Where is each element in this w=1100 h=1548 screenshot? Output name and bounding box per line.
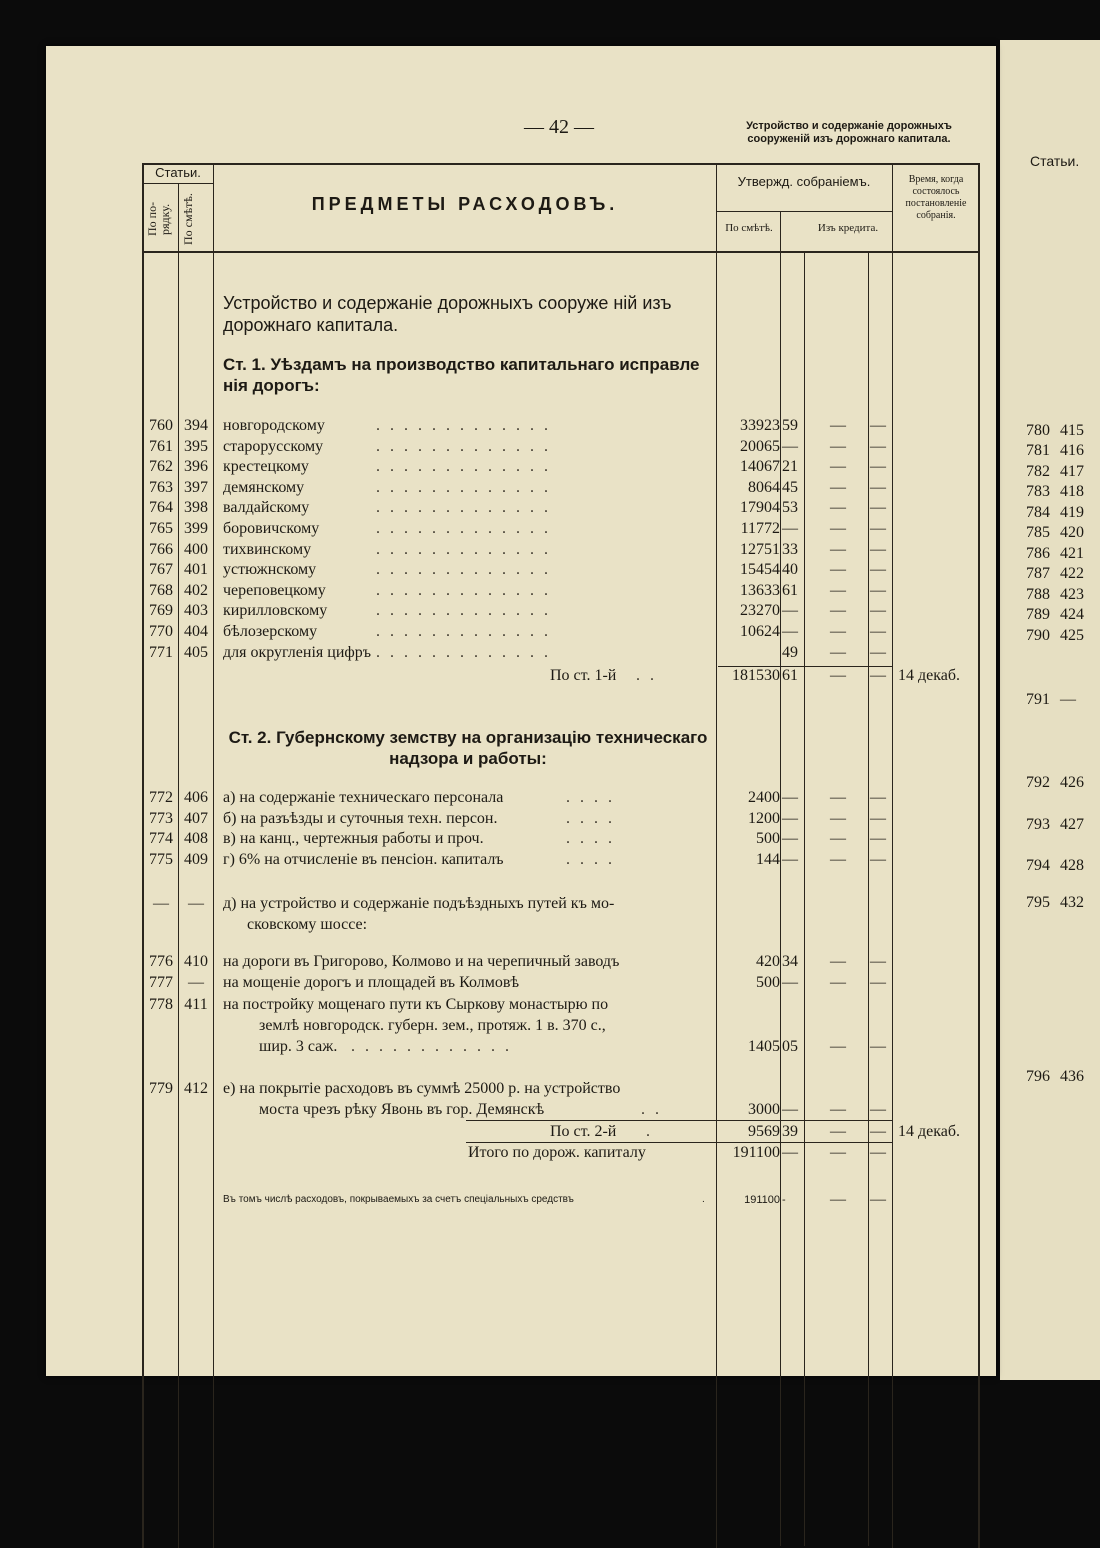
row-number: 765 xyxy=(149,520,173,537)
row-credit: — xyxy=(830,520,846,537)
table-row xyxy=(46,457,996,478)
row-credit-kop: — xyxy=(870,458,886,476)
row-credit-kop: — xyxy=(870,602,886,620)
next-page-row-estimate: 415 xyxy=(1060,422,1084,439)
next-page-row-estimate: 417 xyxy=(1060,463,1084,480)
row-credit-kop: — xyxy=(870,1038,886,1055)
approved-rule xyxy=(716,211,892,212)
header-bottom-rule xyxy=(142,251,980,253)
page-number: — 42 — xyxy=(524,116,594,138)
row-credit: — xyxy=(830,830,846,848)
row-number: 779 xyxy=(149,1080,173,1097)
dot-leader: . xyxy=(646,1123,653,1140)
row-estimate-number: 406 xyxy=(184,789,208,806)
next-page-row-number: 782 xyxy=(1026,463,1050,480)
row-kop: — xyxy=(782,973,798,991)
next-page-row-number: 781 xyxy=(1026,442,1050,459)
article-1-total-label: По ст. 1-й xyxy=(550,667,617,684)
row-number: 774 xyxy=(149,830,173,848)
approved-header: Утвержд. собраніемъ. xyxy=(737,174,871,189)
row-estimate-number: 405 xyxy=(184,643,208,661)
next-page-row-estimate: 432 xyxy=(1060,894,1084,911)
row-rub: 1200 xyxy=(748,809,780,827)
next-page-row-estimate: 422 xyxy=(1060,565,1084,582)
row-text: новгородскому xyxy=(223,417,325,434)
row-estimate-number: 408 xyxy=(184,830,208,848)
article-2-title: Ст. 2. Губернскому земству на организацію техническаго надзора и работы: xyxy=(228,728,708,768)
row-estimate-number: 401 xyxy=(184,561,208,579)
row-number: 760 xyxy=(149,417,173,434)
row-text: на дороги въ Григорово, Колмово и на черепичный заводъ xyxy=(223,953,620,970)
grand-total-row xyxy=(46,1143,996,1164)
row-credit-kop: — xyxy=(870,478,886,496)
row-number: 778 xyxy=(149,996,173,1013)
row-estimate-number: 399 xyxy=(184,520,208,537)
section-title: Устройство и содержаніе дорожныхъ сооруже ній изъ дорожнаго капитала. xyxy=(223,293,672,335)
next-page-row-number: 792 xyxy=(1026,774,1050,791)
next-page-row-number: 793 xyxy=(1026,816,1050,833)
row-number: 761 xyxy=(149,437,173,455)
row-rub: 23270 xyxy=(740,602,780,620)
dot-leader: . . . . . . . . . . . . . xyxy=(376,602,551,620)
next-page-row-number: 791 xyxy=(1026,691,1050,708)
dot-leader: . . . . xyxy=(566,850,615,868)
dot-leader: . . . . xyxy=(566,830,615,848)
row-number: 777 xyxy=(149,973,173,991)
next-page-row-estimate: 428 xyxy=(1060,857,1084,874)
next-page-row-estimate: 419 xyxy=(1060,504,1084,521)
next-page-row-number: 783 xyxy=(1026,483,1050,500)
dot-leader: . . . . xyxy=(566,789,615,806)
row-number: 772 xyxy=(149,789,173,806)
next-page-row-number: 786 xyxy=(1026,545,1050,562)
row-kop: 53 xyxy=(782,499,798,517)
iz-kredita-header: Изъ кредита. xyxy=(817,222,879,234)
row-text: г) 6% на отчисленіе въ пенсіон. капиталъ xyxy=(223,850,504,868)
po-smete-header: По смѣтѣ. xyxy=(181,193,195,245)
dot-leader: . . xyxy=(641,1101,662,1118)
next-page-row-estimate: 420 xyxy=(1060,524,1084,541)
next-page-row-estimate: 418 xyxy=(1060,483,1084,500)
row-credit-kop: — xyxy=(870,499,886,517)
stati-header: Статьи. xyxy=(155,165,201,180)
row-number: 773 xyxy=(149,809,173,827)
dot-leader: . . . . . . . . . . . . . xyxy=(376,478,551,496)
row-text: крестецкому xyxy=(223,458,309,476)
row-text: тихвинскому xyxy=(223,540,312,558)
article-1-total-row xyxy=(46,666,996,687)
row-number: 770 xyxy=(149,623,173,640)
row-credit: — xyxy=(830,561,846,579)
col-rule-4 xyxy=(780,211,781,1546)
dot-leader: . . . . xyxy=(566,809,615,827)
row-778-cont xyxy=(46,1016,996,1037)
row-rub: 33923 xyxy=(740,417,780,434)
row-credit-kop: — xyxy=(870,437,886,455)
next-page-row-number: 785 xyxy=(1026,524,1050,541)
article-1-title: Ст. 1. Уѣздамъ на производство капитальнаго исправле нія дорогъ: xyxy=(223,355,700,395)
dot-leader: . . xyxy=(636,667,657,684)
row-text: б) на разъѣзды и суточныя техн. персон. xyxy=(223,809,498,827)
grand-total-credit: — xyxy=(830,1144,846,1161)
next-page-row-estimate: 436 xyxy=(1060,1068,1084,1085)
row-credit: — xyxy=(830,973,846,991)
row-text: валдайскому xyxy=(223,499,310,517)
article-1-total-credit: — xyxy=(830,667,846,684)
row-number: 776 xyxy=(149,953,173,970)
row-779-cont xyxy=(46,1100,996,1121)
row-rub: 500 xyxy=(756,830,780,848)
article-2-total-label: По ст. 2-й xyxy=(550,1123,617,1140)
row-rub: 14067 xyxy=(740,458,780,476)
dot-leader: . . . . . . . . . . . . . xyxy=(376,437,551,455)
grand-total-credit-kop: — xyxy=(870,1144,886,1161)
dot-leader: . . . . . . . . . . . . . xyxy=(376,540,551,558)
row-credit: — xyxy=(830,850,846,868)
article-1-total-date: 14 декаб. xyxy=(898,667,961,684)
next-page-row-number: 795 xyxy=(1026,894,1050,911)
row-text: кирилловскому xyxy=(223,602,328,620)
row-credit-kop: — xyxy=(870,561,886,579)
next-page-row-estimate: 421 xyxy=(1060,545,1084,562)
article-2-total-date: 14 декаб. xyxy=(898,1123,961,1140)
table-row xyxy=(46,809,996,830)
row-kop: 05 xyxy=(782,1038,798,1055)
dot-leader: . . . . . . . . . . . . . xyxy=(376,417,551,434)
row-credit: — xyxy=(830,437,846,455)
row-rub: 15454 xyxy=(740,561,780,579)
row-kop: — xyxy=(782,1101,798,1118)
article-1-total-credit-kop: — xyxy=(870,667,886,684)
table-row xyxy=(46,622,996,643)
row-credit: — xyxy=(830,417,846,434)
article-1-total-kop: 61 xyxy=(782,667,798,684)
next-page-row-estimate: 424 xyxy=(1060,606,1084,623)
next-page-row-number: 788 xyxy=(1026,586,1050,603)
grand-total-kop: — xyxy=(782,1144,798,1161)
special-funds-label: Въ томъ числѣ расходовъ, покрываемыхъ за счетъ спеціальныхъ средствъ xyxy=(223,1194,574,1205)
row-credit-kop: — xyxy=(870,809,886,827)
row-text: а) на содержаніе техническаго персонала xyxy=(223,789,504,806)
row-kop: 59 xyxy=(782,417,798,434)
special-funds-credit: — xyxy=(830,1191,846,1208)
special-funds-kop: - xyxy=(782,1194,786,1206)
table-row xyxy=(46,519,996,540)
row-estimate-number: — xyxy=(188,973,204,991)
table-top-rule xyxy=(142,163,980,165)
row-number: 775 xyxy=(149,850,173,868)
row-credit: — xyxy=(830,540,846,558)
next-page-row-number: 780 xyxy=(1026,422,1050,439)
dot-leader: . . . . . . . . . . . . . xyxy=(376,623,551,640)
table-row xyxy=(46,498,996,519)
grand-total-rub: 191100 xyxy=(732,1144,780,1161)
row-text: устюжнскому xyxy=(223,561,317,579)
article-2-total-kop: 39 xyxy=(782,1123,798,1140)
row-rub: 12751 xyxy=(740,540,780,558)
dot-leader: . . . . . . . . . . . . . xyxy=(376,561,551,579)
table-row xyxy=(46,829,996,850)
table-row xyxy=(46,581,996,602)
article-2-d-row-cont xyxy=(46,915,996,936)
row-credit: — xyxy=(830,789,846,806)
next-page-row-number: 794 xyxy=(1026,857,1050,874)
running-head: Устройство и содержаніе дорожныхъ сооруженій изъ дорожнаго капитала. xyxy=(746,120,952,145)
row-rub: 17904 xyxy=(740,499,780,517)
next-page-row-number: 796 xyxy=(1026,1068,1050,1085)
row-estimate-number: 409 xyxy=(184,850,208,868)
po-poryadku-header: По по-рядку. xyxy=(145,201,172,237)
special-funds-rub: 191100 xyxy=(744,1194,780,1206)
po-smete-col-header: По смѣтѣ. xyxy=(725,222,773,234)
row-estimate-number: 394 xyxy=(184,417,208,434)
next-page-row-estimate: 423 xyxy=(1060,586,1084,603)
row-estimate-number: 398 xyxy=(184,499,208,517)
row-estimate-number: 404 xyxy=(184,623,208,640)
table-row xyxy=(46,437,996,458)
row-credit: — xyxy=(830,953,846,970)
stati-rule xyxy=(142,183,214,184)
row-rub: 13633 xyxy=(740,581,780,599)
dot-leader: . . . . . . . . . . . . . xyxy=(376,458,551,476)
row-rub: 11772 xyxy=(740,520,780,537)
row-text: старорусскому xyxy=(223,437,324,455)
row-kop: — xyxy=(782,623,798,640)
row-estimate-number: 402 xyxy=(184,581,208,599)
row-text: моста чрезъ рѣку Явонь въ гор. Демянскѣ xyxy=(259,1101,545,1118)
next-page-row-number: 789 xyxy=(1026,606,1050,623)
row-credit-kop: — xyxy=(870,830,886,848)
row-estimate-number: 407 xyxy=(184,809,208,827)
row-rub: 420 xyxy=(756,953,780,970)
table-row xyxy=(46,952,996,973)
row-credit: — xyxy=(830,602,846,620)
row-estimate-number: 411 xyxy=(184,996,208,1013)
dot-leader: . . . . . . . . . . . . . xyxy=(376,499,551,517)
table-row xyxy=(46,560,996,581)
row-rub: 1405 xyxy=(748,1038,780,1055)
row-number: 771 xyxy=(149,643,173,661)
row-text: на постройку мощенаго пути къ Сыркову монастырю по xyxy=(223,996,609,1013)
row-credit-kop: — xyxy=(870,581,886,599)
special-funds-credit-kop: — xyxy=(870,1191,886,1208)
row-text: череповецкому xyxy=(223,581,326,599)
row-text: е) на покрытіе расходовъ въ суммѣ 25000 р. на устройство xyxy=(223,1080,621,1097)
row-kop: — xyxy=(782,602,798,620)
next-page-row-estimate: — xyxy=(1060,691,1076,708)
row-credit: — xyxy=(830,581,846,599)
row-kop: — xyxy=(782,830,798,848)
document-page xyxy=(46,46,996,1376)
row-kop: 34 xyxy=(782,953,798,970)
row-credit-kop: — xyxy=(870,789,886,806)
row-credit: — xyxy=(830,1038,846,1055)
article-1-total-rub: 181530 xyxy=(732,667,780,684)
row-kop: — xyxy=(782,850,798,868)
row-credit: — xyxy=(830,458,846,476)
row-credit: — xyxy=(830,1101,846,1118)
row-credit-kop: — xyxy=(870,417,886,434)
row-rub: 10624 xyxy=(740,623,780,640)
row-kop: 40 xyxy=(782,561,798,579)
next-page-row-number: 790 xyxy=(1026,627,1050,644)
row-text: д) на устройство и содержаніе подъѣздныхъ путей къ мо- xyxy=(223,895,615,912)
row-credit-kop: — xyxy=(870,1101,886,1118)
row-number: 764 xyxy=(149,499,173,517)
row-estimate-number: 410 xyxy=(184,953,208,970)
row-credit-kop: — xyxy=(870,520,886,537)
row-credit: — xyxy=(830,643,846,661)
row-text: в) на канц., чертежныя работы и проч. xyxy=(223,830,484,848)
table-row xyxy=(46,788,996,809)
table-row xyxy=(46,478,996,499)
article-2-total-rule xyxy=(466,1120,892,1121)
next-page-row-number: 787 xyxy=(1026,565,1050,582)
row-number: 769 xyxy=(149,602,173,620)
row-estimate-number: 400 xyxy=(184,540,208,558)
row-text: демянскому xyxy=(223,478,305,496)
row-credit: — xyxy=(830,809,846,827)
article-2-d-row xyxy=(46,894,996,915)
row-estimate-number: 403 xyxy=(184,602,208,620)
dot-leader: . xyxy=(702,1194,705,1205)
row-credit-kop: — xyxy=(870,850,886,868)
dot-leader: . . . . . . . . . . . . . xyxy=(376,581,551,599)
table-row xyxy=(46,973,996,994)
row-number: 766 xyxy=(149,540,173,558)
row-text: на мощеніе дорогъ и площадей въ Колмовѣ xyxy=(223,973,520,991)
row-rub: 3000 xyxy=(748,1101,780,1118)
table-row xyxy=(46,540,996,561)
article-2-total-credit: — xyxy=(830,1123,846,1140)
row-text: для округленія цифръ xyxy=(223,643,372,661)
next-page-row-estimate: 426 xyxy=(1060,774,1084,791)
row-estimate-number: 397 xyxy=(184,478,208,496)
row-rub: 8064 xyxy=(748,478,780,496)
row-rub: 144 xyxy=(756,850,780,868)
row-credit: — xyxy=(830,478,846,496)
row-number: — xyxy=(153,895,169,912)
row-credit-kop: — xyxy=(870,540,886,558)
next-page-row-estimate: 427 xyxy=(1060,816,1084,833)
row-estimate-number: 396 xyxy=(184,458,208,476)
vremya-header: Время, когда состоялось постановленіе собранія. xyxy=(905,174,967,221)
grand-total-label: Итого по дорож. капиталу xyxy=(468,1144,646,1161)
row-kop: 61 xyxy=(782,581,798,599)
row-estimate-number: 395 xyxy=(184,437,208,455)
article-2-total-row xyxy=(46,1122,996,1143)
row-kop: — xyxy=(782,789,798,806)
row-kop: — xyxy=(782,437,798,455)
row-credit: — xyxy=(830,623,846,640)
next-page-edge xyxy=(1000,40,1100,1380)
row-779 xyxy=(46,1079,996,1100)
article-2-total-credit-kop: — xyxy=(870,1123,886,1140)
row-credit-kop: — xyxy=(870,623,886,640)
next-page-stati-label: Статьи. xyxy=(1030,153,1080,169)
row-text: землѣ новгородск. губерн. зем., протяж. 1 в. 370 с., xyxy=(259,1017,606,1034)
article-2-total-rub: 9569 xyxy=(748,1123,780,1140)
row-text: боровичскому xyxy=(223,520,320,537)
row-estimate-number: 412 xyxy=(184,1080,208,1097)
table-title: ПРЕДМЕТЫ РАСХОДОВЪ. xyxy=(311,194,619,214)
row-estimate-number: — xyxy=(188,895,204,912)
row-rub: 2400 xyxy=(748,789,780,806)
table-row xyxy=(46,416,996,437)
row-number: 767 xyxy=(149,561,173,579)
row-rub: 20065 xyxy=(740,437,780,455)
special-funds-row xyxy=(46,1190,996,1211)
next-page-row-estimate: 416 xyxy=(1060,442,1084,459)
row-credit-kop: — xyxy=(870,953,886,970)
row-kop: 49 xyxy=(782,643,798,661)
dot-leader: . . . . . . . . . . . . . xyxy=(376,520,551,537)
dot-leader: . . . . . . . . . . . . xyxy=(351,1038,512,1055)
row-778 xyxy=(46,995,996,1016)
row-credit-kop: — xyxy=(870,643,886,661)
next-page-row-number: 784 xyxy=(1026,504,1050,521)
dot-leader: . . . . . . . . . . . . . xyxy=(376,643,551,661)
row-kop: — xyxy=(782,520,798,537)
row-kop: 21 xyxy=(782,458,798,476)
row-text: сковскому шоссе: xyxy=(247,916,368,933)
table-row xyxy=(46,601,996,622)
row-kop: — xyxy=(782,809,798,827)
row-rub: 500 xyxy=(756,973,780,991)
row-credit: — xyxy=(830,499,846,517)
row-number: 763 xyxy=(149,478,173,496)
row-kop: 45 xyxy=(782,478,798,496)
row-kop: 33 xyxy=(782,540,798,558)
row-credit-kop: — xyxy=(870,973,886,991)
row-number: 768 xyxy=(149,581,173,599)
table-row xyxy=(46,850,996,871)
row-number: 762 xyxy=(149,458,173,476)
row-778-cont2 xyxy=(46,1037,996,1058)
table-row xyxy=(46,643,996,664)
next-page-row-estimate: 425 xyxy=(1060,627,1084,644)
row-text: бѣлозерскому xyxy=(223,623,318,640)
row-text: шир. 3 саж. xyxy=(259,1038,338,1055)
